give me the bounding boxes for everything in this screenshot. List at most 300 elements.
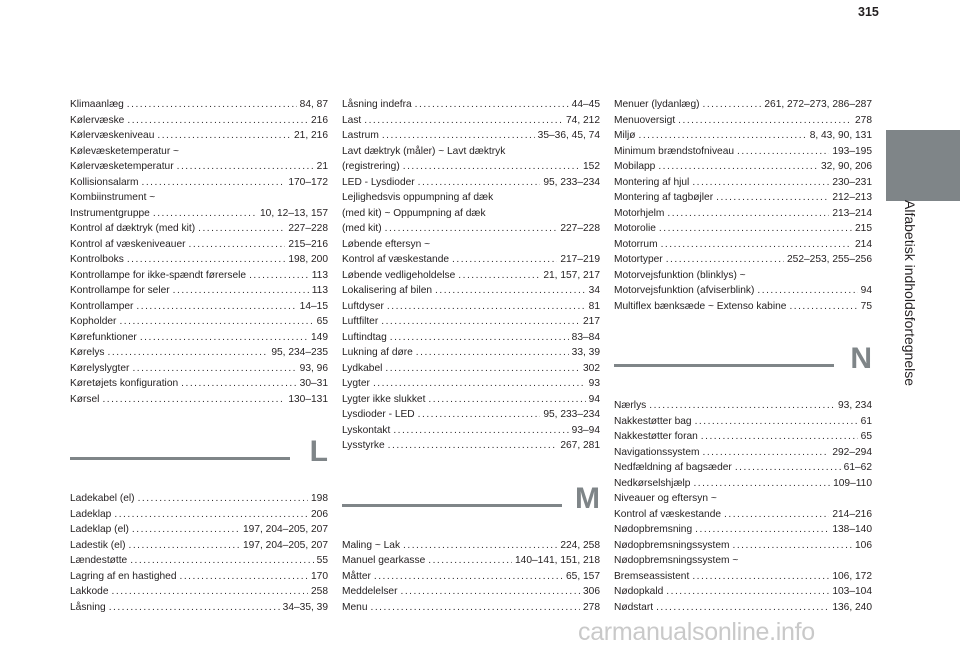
index-entry bbox=[614, 252, 872, 268]
index-term: Nødopkald bbox=[614, 586, 664, 597]
index-entry bbox=[342, 97, 600, 113]
page-reference: 10, 12–13, 157 bbox=[260, 207, 328, 219]
index-term: Kontrol af væskestande bbox=[342, 254, 450, 265]
dot-leader bbox=[757, 283, 857, 299]
dot-leader bbox=[401, 584, 581, 600]
index-entry bbox=[614, 538, 872, 554]
section-letter: N bbox=[850, 342, 872, 375]
index-term: Kopholder bbox=[70, 316, 117, 327]
index-entry bbox=[342, 159, 600, 175]
index-entry bbox=[70, 584, 328, 600]
page-reference: 33, 39 bbox=[571, 347, 600, 358]
dot-leader bbox=[157, 128, 291, 144]
index-entry bbox=[342, 361, 600, 377]
dot-leader bbox=[130, 553, 313, 569]
index-entry bbox=[614, 429, 872, 445]
page-number: 315 bbox=[858, 5, 879, 19]
index-entry bbox=[70, 175, 328, 191]
page-reference: 65, 157 bbox=[566, 570, 600, 582]
index-term: Motortyper bbox=[614, 254, 663, 265]
page-reference: 278 bbox=[855, 114, 872, 126]
index-term: Lysdioder - LED bbox=[342, 409, 415, 420]
index-term: Nedkørselshjælp bbox=[614, 477, 691, 489]
index-entry bbox=[614, 144, 872, 160]
index-term: Last bbox=[342, 114, 362, 126]
index-term: Mobilapp bbox=[614, 161, 656, 172]
dot-leader bbox=[364, 113, 563, 129]
index-term: Kørsel bbox=[70, 393, 100, 405]
index-term: Lagring af en hastighed bbox=[70, 570, 177, 582]
index-entry bbox=[70, 206, 328, 222]
dot-leader bbox=[416, 345, 569, 361]
index-term: Lygter ikke slukket bbox=[342, 393, 426, 405]
page-reference: 94 bbox=[860, 285, 872, 296]
page-reference: 152 bbox=[583, 161, 600, 172]
index-entry bbox=[70, 361, 328, 377]
index-term-continued: Motorvejsfunktion (blinklys) ~ bbox=[614, 269, 746, 281]
dot-leader bbox=[388, 438, 558, 454]
page-reference: 95, 233–234 bbox=[543, 409, 600, 420]
section-side-label: Alfabetisk indholdsfortegnelse bbox=[902, 200, 918, 387]
index-entry bbox=[70, 345, 328, 361]
page-reference: 227–228 bbox=[560, 223, 600, 234]
index-term: Meddelelser bbox=[342, 586, 398, 597]
index-term: Lyskontakt bbox=[342, 424, 391, 436]
index-term: Lydkabel bbox=[342, 362, 383, 374]
page-reference: 30–31 bbox=[299, 378, 328, 389]
dot-leader bbox=[428, 553, 512, 569]
index-entry bbox=[342, 113, 600, 129]
index-term: Kontrol af væskeniveauer bbox=[70, 238, 186, 250]
dot-leader bbox=[639, 128, 807, 144]
index-term: Nærlys bbox=[614, 400, 647, 411]
index-term: Menu bbox=[342, 601, 368, 613]
index-term: Nødopbremsningssystem bbox=[614, 539, 730, 551]
index-entry bbox=[342, 569, 600, 585]
section-letter: L bbox=[309, 435, 328, 468]
section-divider-line bbox=[70, 457, 290, 460]
page-reference: 65 bbox=[316, 316, 328, 327]
index-entry bbox=[342, 553, 600, 569]
index-entry bbox=[70, 553, 328, 569]
index-entry bbox=[614, 237, 872, 253]
letter-section-header bbox=[614, 338, 872, 386]
index-entry bbox=[614, 584, 872, 600]
index-entry bbox=[342, 538, 600, 554]
dot-leader bbox=[733, 538, 853, 554]
dot-leader bbox=[649, 398, 835, 414]
index-entry bbox=[70, 159, 328, 175]
index-entry bbox=[342, 268, 600, 284]
index-entry bbox=[70, 128, 328, 144]
dot-leader bbox=[661, 237, 852, 253]
index-entry bbox=[70, 314, 328, 330]
index-entry bbox=[342, 345, 600, 361]
page-reference: 224, 258 bbox=[560, 539, 600, 551]
index-term: Montering af hjul bbox=[614, 176, 690, 188]
index-term: Maling ~ Lak bbox=[342, 539, 401, 551]
index-entry bbox=[614, 445, 872, 461]
page-reference: 149 bbox=[311, 331, 328, 343]
index-entry bbox=[342, 299, 600, 315]
index-term: Låsning indefra bbox=[342, 99, 412, 110]
index-term: Kølervæsketemperatur bbox=[70, 161, 174, 172]
dot-leader bbox=[370, 600, 580, 616]
dot-leader bbox=[666, 252, 784, 268]
page-reference: 306 bbox=[583, 586, 600, 597]
page-reference: 106 bbox=[855, 539, 872, 551]
index-entry bbox=[70, 491, 328, 507]
index-term: (registrering) bbox=[342, 161, 400, 172]
page-reference: 113 bbox=[311, 285, 328, 296]
index-term: Luftindtag bbox=[342, 331, 387, 343]
index-term: Kølervæskeniveau bbox=[70, 130, 155, 141]
dot-leader bbox=[385, 221, 558, 237]
letter-section-header bbox=[342, 478, 600, 526]
page-reference: 140–141, 151, 218 bbox=[515, 555, 600, 566]
page-reference: 212–213 bbox=[832, 192, 872, 203]
index-term: Kontrollampe for ikke-spændt førersele bbox=[70, 269, 247, 281]
page-reference: 258 bbox=[311, 586, 328, 597]
index-entry bbox=[614, 414, 872, 430]
index-term: Montering af tagbøjler bbox=[614, 192, 714, 203]
page-reference: 261, 272–273, 286–287 bbox=[764, 99, 872, 110]
index-entry bbox=[614, 283, 872, 299]
section-divider-line bbox=[342, 504, 562, 507]
watermark: carmanualsonline.info bbox=[578, 618, 815, 646]
page-reference: 213–214 bbox=[832, 207, 872, 219]
index-entry bbox=[342, 584, 600, 600]
index-term: Klimaanlæg bbox=[70, 99, 124, 110]
dot-leader bbox=[666, 584, 829, 600]
dot-leader bbox=[678, 113, 852, 129]
index-term: Nødstart bbox=[614, 601, 654, 613]
index-term: Kontrol af dæktryk (med kit) bbox=[70, 223, 196, 234]
page-reference: 95, 233–234 bbox=[543, 176, 600, 188]
page-reference: 21 bbox=[316, 161, 328, 172]
page-reference: 267, 281 bbox=[560, 440, 600, 451]
index-entry bbox=[70, 299, 328, 315]
index-term: Ladeklap (el) bbox=[70, 524, 129, 535]
index-term-continued: Løbende eftersyn ~ bbox=[342, 238, 431, 250]
dot-leader bbox=[435, 283, 586, 299]
section-letter: M bbox=[575, 481, 600, 515]
index-entry bbox=[70, 522, 328, 538]
page-reference: 197, 204–205, 207 bbox=[243, 539, 328, 551]
index-term: Kontrolboks bbox=[70, 254, 124, 265]
index-term: Lysstyrke bbox=[342, 440, 385, 451]
index-entry bbox=[614, 128, 872, 144]
dot-leader bbox=[374, 569, 563, 585]
dot-leader bbox=[385, 361, 580, 377]
dot-leader bbox=[108, 345, 269, 361]
index-term: Ladeklap bbox=[70, 508, 112, 520]
page-reference: 214 bbox=[855, 238, 872, 250]
index-term: Måtter bbox=[342, 570, 371, 582]
index-term: Navigationssystem bbox=[614, 446, 700, 458]
dot-leader bbox=[198, 221, 285, 237]
index-term: Luftdyser bbox=[342, 300, 384, 312]
index-term: Lændestøtte bbox=[70, 555, 128, 566]
index-term: Bremseassistent bbox=[614, 570, 690, 582]
index-entry bbox=[614, 507, 872, 523]
page-reference: 14–15 bbox=[299, 300, 328, 312]
page-reference: 217 bbox=[583, 316, 600, 327]
index-entry bbox=[342, 423, 600, 439]
index-term: (med kit) bbox=[342, 223, 382, 234]
index-term: Menuoversigt bbox=[614, 114, 676, 126]
index-term: Lygter bbox=[342, 378, 370, 389]
dot-leader bbox=[180, 569, 309, 585]
page-reference: 302 bbox=[583, 362, 600, 374]
index-entry bbox=[342, 314, 600, 330]
index-entry bbox=[70, 113, 328, 129]
index-term: Nedfældning af bagsæder bbox=[614, 462, 732, 473]
index-term-continued: Lejlighedsvis oppumpning af dæk bbox=[342, 192, 494, 203]
dot-leader bbox=[249, 268, 309, 284]
index-term: Kollisionsalarm bbox=[70, 176, 139, 188]
index-entry bbox=[342, 221, 600, 237]
index-entry bbox=[614, 221, 872, 237]
index-term: Kontrollamper bbox=[70, 300, 134, 312]
index-term: Motorhjelm bbox=[614, 207, 665, 219]
page-reference: 81 bbox=[588, 300, 600, 312]
index-entry bbox=[70, 97, 328, 113]
dot-leader bbox=[132, 361, 296, 377]
page-reference: 216 bbox=[311, 114, 328, 126]
index-entry bbox=[342, 283, 600, 299]
index-entry bbox=[70, 237, 328, 253]
index-term: Lastrum bbox=[342, 130, 379, 141]
dot-leader bbox=[153, 206, 257, 222]
index-term: Kørelyslygter bbox=[70, 362, 130, 374]
index-entry bbox=[342, 376, 600, 392]
dot-leader bbox=[138, 491, 308, 507]
page-reference: 34 bbox=[588, 285, 600, 296]
page-reference: 83–84 bbox=[571, 331, 600, 343]
index-entry bbox=[70, 538, 328, 554]
dot-leader bbox=[181, 376, 297, 392]
dot-leader bbox=[142, 175, 286, 191]
dot-leader bbox=[656, 600, 829, 616]
index-term: Lokalisering af bilen bbox=[342, 285, 433, 296]
index-entry bbox=[614, 190, 872, 206]
index-term: LED - Lysdioder bbox=[342, 176, 415, 188]
dot-leader bbox=[140, 330, 308, 346]
index-term: Motorolie bbox=[614, 223, 656, 234]
page-reference: 84, 87 bbox=[299, 99, 328, 110]
dot-leader bbox=[373, 376, 586, 392]
dot-leader bbox=[418, 175, 541, 191]
dot-leader bbox=[737, 144, 829, 160]
index-entry bbox=[614, 398, 872, 414]
dot-leader bbox=[136, 299, 296, 315]
index-entry bbox=[614, 97, 872, 113]
index-term: Motorrum bbox=[614, 238, 658, 250]
letter-section-header bbox=[70, 431, 328, 479]
page-reference: 103–104 bbox=[832, 586, 872, 597]
dot-leader bbox=[403, 159, 580, 175]
index-entry bbox=[614, 175, 872, 191]
index-entry bbox=[614, 476, 872, 492]
page-reference: 206 bbox=[311, 508, 328, 520]
dot-leader bbox=[701, 429, 858, 445]
index-term: Kølervæske bbox=[70, 114, 125, 126]
dot-leader bbox=[452, 252, 557, 268]
page-reference: 21, 157, 217 bbox=[543, 269, 600, 281]
dot-leader bbox=[132, 522, 240, 538]
index-entry bbox=[70, 268, 328, 284]
page-reference: 93, 234 bbox=[838, 400, 872, 411]
page-reference: 113 bbox=[311, 269, 328, 281]
index-term-continued: Lavt dæktryk (måler) ~ Lavt dæktryk bbox=[342, 145, 506, 157]
dot-leader bbox=[109, 600, 280, 616]
index-entry bbox=[614, 113, 872, 129]
index-entry bbox=[70, 252, 328, 268]
index-entry bbox=[70, 283, 328, 299]
page-reference: 61–62 bbox=[843, 462, 872, 473]
dot-leader bbox=[789, 299, 857, 315]
dot-leader bbox=[695, 522, 829, 538]
dot-leader bbox=[177, 159, 314, 175]
page-reference: 214–216 bbox=[832, 508, 872, 520]
page-reference: 252–253, 255–256 bbox=[787, 254, 872, 265]
index-term: Ladekabel (el) bbox=[70, 493, 135, 504]
page-reference: 170–172 bbox=[288, 176, 328, 188]
page-reference: 93–94 bbox=[571, 424, 600, 436]
dot-leader bbox=[127, 97, 297, 113]
index-term: Låsning bbox=[70, 601, 106, 613]
index-term-continued: Kombiinstrument ~ bbox=[70, 192, 156, 203]
dot-leader bbox=[173, 283, 309, 299]
dot-leader bbox=[724, 507, 829, 523]
dot-leader bbox=[403, 538, 557, 554]
index-term: Nødopbremsning bbox=[614, 524, 693, 535]
index-term: Kontrollampe for seler bbox=[70, 285, 170, 296]
index-term-continued: Nødopbremsningssystem ~ bbox=[614, 555, 739, 566]
index-term: Nakkestøtter foran bbox=[614, 431, 698, 442]
index-entry bbox=[70, 569, 328, 585]
index-term: Minimum brændstofniveau bbox=[614, 145, 735, 157]
dot-leader bbox=[114, 507, 308, 523]
index-entry bbox=[70, 221, 328, 237]
dot-leader bbox=[695, 414, 858, 430]
page-reference: 217–219 bbox=[560, 254, 600, 265]
index-term: Manuel gearkasse bbox=[342, 555, 426, 566]
index-entry bbox=[70, 392, 328, 408]
index-column-3 bbox=[614, 97, 872, 615]
index-term: Nakkestøtter bag bbox=[614, 415, 692, 427]
index-term: Multiflex bænksæde ~ Extenso kabine bbox=[614, 300, 787, 312]
page-reference: 292–294 bbox=[832, 446, 872, 458]
page-reference: 74, 212 bbox=[566, 114, 600, 126]
index-term: Lukning af døre bbox=[342, 347, 413, 358]
index-column-1 bbox=[70, 97, 328, 615]
section-divider-line bbox=[614, 364, 834, 367]
index-entry bbox=[70, 507, 328, 523]
page-reference: 278 bbox=[583, 601, 600, 613]
index-entry bbox=[342, 330, 600, 346]
index-column-2 bbox=[342, 97, 600, 615]
index-term: Menuer (lydanlæg) bbox=[614, 99, 700, 110]
dot-leader bbox=[735, 460, 841, 476]
index-term: Motorvejsfunktion (afviserblink) bbox=[614, 285, 755, 296]
dot-leader bbox=[112, 584, 308, 600]
index-entry bbox=[614, 206, 872, 222]
index-entry bbox=[70, 330, 328, 346]
dot-leader bbox=[390, 330, 569, 346]
dot-leader bbox=[127, 113, 308, 129]
index-term-continued: (med kit) ~ Oppumpning af dæk bbox=[342, 207, 486, 219]
dot-leader bbox=[693, 476, 830, 492]
page-reference: 8, 43, 90, 131 bbox=[809, 130, 872, 141]
page-reference: 55 bbox=[316, 555, 328, 566]
page-reference: 44–45 bbox=[571, 99, 600, 110]
index-entry bbox=[614, 299, 872, 315]
index-term: Løbende vedligeholdelse bbox=[342, 269, 456, 281]
page-reference: 198 bbox=[311, 493, 328, 504]
page-reference: 95, 234–235 bbox=[271, 347, 328, 358]
dot-leader bbox=[692, 569, 829, 585]
dot-leader bbox=[418, 407, 541, 423]
index-entry bbox=[342, 407, 600, 423]
page-reference: 130–131 bbox=[288, 393, 328, 405]
dot-leader bbox=[129, 538, 241, 554]
section-tab-marker bbox=[886, 130, 960, 201]
page-reference: 21, 216 bbox=[294, 130, 328, 141]
dot-leader bbox=[102, 392, 285, 408]
page-reference: 136, 240 bbox=[832, 601, 872, 613]
dot-leader bbox=[659, 221, 852, 237]
index-term: Miljø bbox=[614, 130, 636, 141]
dot-leader bbox=[692, 175, 829, 191]
dot-leader bbox=[393, 423, 568, 439]
index-entry bbox=[614, 522, 872, 538]
page-reference: 197, 204–205, 207 bbox=[243, 524, 328, 535]
dot-leader bbox=[428, 392, 585, 408]
index-entry bbox=[342, 175, 600, 191]
dot-leader bbox=[703, 97, 762, 113]
index-term: Kontrol af væskestande bbox=[614, 508, 722, 520]
index-term: Køretøjets konfiguration bbox=[70, 378, 179, 389]
page-reference: 215 bbox=[855, 223, 872, 234]
index-term-continued: Kølevæsketemperatur ~ bbox=[70, 145, 179, 157]
index-entry bbox=[614, 159, 872, 175]
index-entry bbox=[342, 128, 600, 144]
dot-leader bbox=[716, 190, 829, 206]
index-entry bbox=[342, 600, 600, 616]
page-reference: 93, 96 bbox=[299, 362, 328, 374]
dot-leader bbox=[127, 252, 286, 268]
dot-leader bbox=[387, 299, 586, 315]
page-reference: 227–228 bbox=[288, 223, 328, 234]
dot-leader bbox=[382, 128, 535, 144]
dot-leader bbox=[119, 314, 313, 330]
index-term: Kørelys bbox=[70, 347, 105, 358]
page-reference: 75 bbox=[860, 300, 872, 312]
dot-leader bbox=[189, 237, 286, 253]
page-reference: 93 bbox=[588, 378, 600, 389]
page-reference: 32, 90, 206 bbox=[821, 161, 872, 172]
index-entry bbox=[70, 600, 328, 616]
dot-leader bbox=[703, 445, 830, 461]
page-reference: 170 bbox=[311, 570, 328, 582]
index-term: Lakkode bbox=[70, 586, 109, 597]
index-term: Luftfilter bbox=[342, 316, 379, 327]
dot-leader bbox=[667, 206, 829, 222]
index-term: Instrumentgruppe bbox=[70, 207, 150, 219]
dot-leader bbox=[381, 314, 580, 330]
